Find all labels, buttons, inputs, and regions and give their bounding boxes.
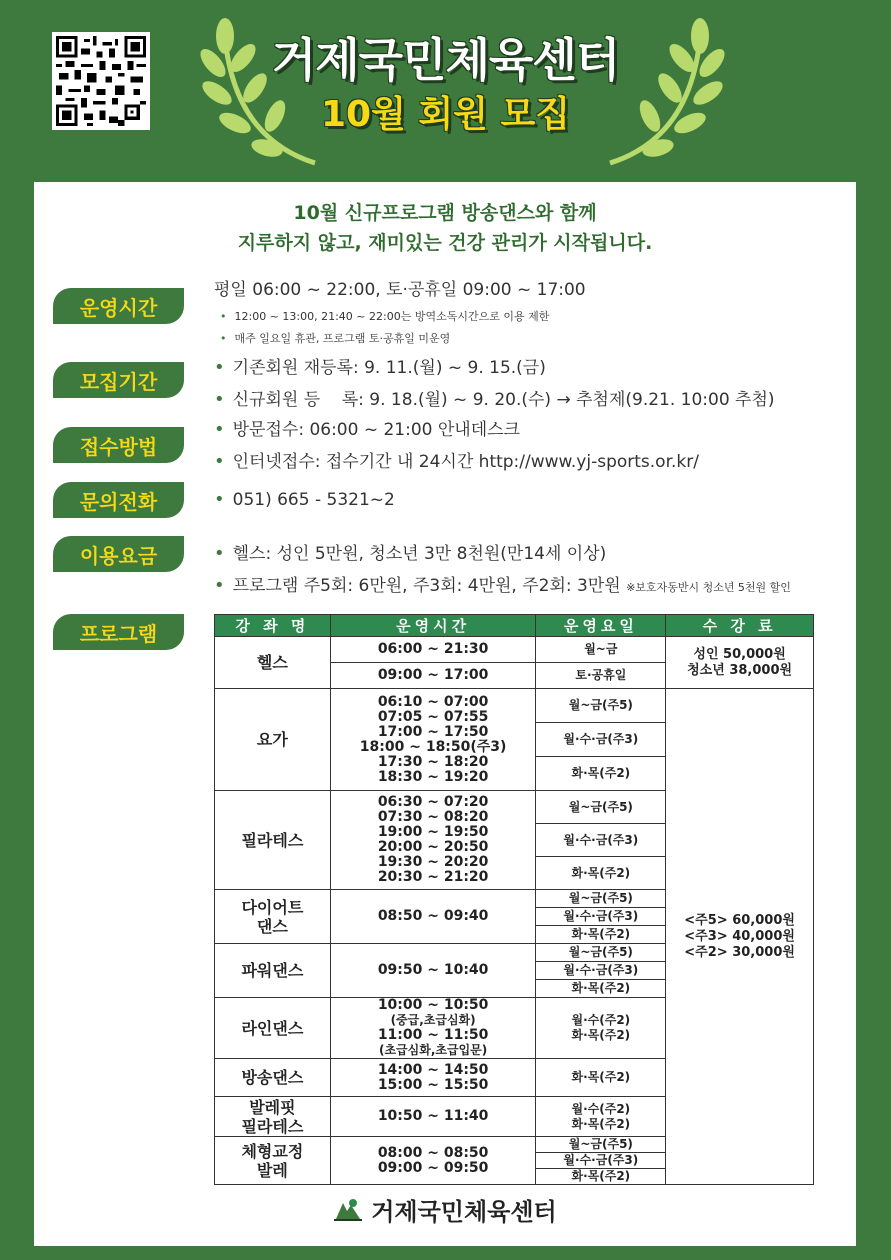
tag-hours: 운영시간 — [53, 288, 184, 324]
fee-program-2: <주2> 30,000원 — [684, 944, 795, 960]
day-cell: 화·목(주2) — [536, 1169, 666, 1185]
course-pilates: 필라테스 — [215, 791, 331, 890]
course-name-line: 필라테스 — [241, 1116, 304, 1136]
fee-discount-note: ※보호자동반시 청소년 5천원 할인 — [626, 581, 791, 594]
course-broadcast-dance: 방송댄스 — [215, 1059, 331, 1097]
time-cell — [330, 791, 536, 890]
hours-note-1: • 12:00 ~ 13:00, 21:40 ~ 22:00는 방역소독시간으로 이용 제한 — [214, 306, 586, 328]
fee-line-2-text: 프로그램 주5회: 6만원, 주3회: 4만원, 주2회: 3만원 — [232, 576, 621, 596]
time-line: 07:30 ~ 08:20 — [377, 809, 489, 825]
intro-text — [34, 198, 856, 258]
day-cell: 화·목(주2) — [536, 857, 666, 890]
recruit-line-2: • 신규회원 등 록: 9. 18.(월) ~ 9. 20.(수) → 추첨제(9.21. 10:00 추첨) — [214, 384, 775, 416]
day-cell: 월~금(주5) — [536, 791, 666, 824]
content-panel — [34, 182, 856, 1246]
course-yoga: 요가 — [215, 689, 331, 791]
day-cell: 월~금(주5) — [536, 1137, 666, 1153]
day-line: 화·목(주2) — [571, 1028, 631, 1042]
time-line: 14:00 ~ 14:50 — [377, 1061, 489, 1078]
table-row — [215, 637, 814, 663]
day-cell: 토·공휴일 — [536, 663, 666, 689]
day-cell: 화·목(주2) — [536, 757, 666, 791]
day-cell: 화·목(주2) — [536, 926, 666, 944]
fee-line-1: • 헬스: 성인 5만원, 청소년 3만 8천원(만14세 이상) — [214, 538, 791, 570]
apply-line-1: • 방문접수: 06:00 ~ 21:00 안내데스크 — [214, 414, 699, 446]
course-gym: 헬스 — [215, 637, 331, 689]
th-course: 강 좌 명 — [215, 615, 331, 637]
time-level: (중급,초급심화) — [390, 1013, 476, 1027]
phone-number[interactable]: • 051) 665 - 5321~2 — [214, 484, 395, 516]
fee-info — [214, 538, 791, 602]
course-diet-dance — [215, 890, 331, 944]
day-cell: 화·목(주2) — [536, 1059, 666, 1097]
course-name-line: 발레 — [256, 1160, 288, 1180]
page-title: 거제국민체육센터 — [271, 33, 620, 87]
time-cell — [330, 1059, 536, 1097]
fee-gym — [666, 637, 814, 689]
course-name-line: 발레핏 — [249, 1097, 296, 1117]
fee-gym-youth: 청소년 38,000원 — [687, 662, 793, 678]
time-cell: 09:00 ~ 17:00 — [330, 663, 536, 689]
course-name-line: 댄스 — [256, 916, 288, 936]
day-cell: 월·수·금(주3) — [536, 962, 666, 980]
time-line: 10:00 ~ 10:50 — [377, 997, 489, 1013]
time-line: 06:30 ~ 07:20 — [377, 794, 489, 810]
time-cell: 06:00 ~ 21:30 — [330, 637, 536, 663]
time-line: 06:10 ~ 07:00 — [377, 693, 489, 710]
day-cell: 월~금(주5) — [536, 890, 666, 908]
time-line: 15:00 ~ 15:50 — [377, 1076, 489, 1093]
program-table — [214, 614, 814, 1185]
time-line: 11:00 ~ 11:50 — [377, 1027, 489, 1043]
apply-line-2[interactable]: • 인터넷접수: 접수기간 내 24시간 http://www.yj-sports.or.kr/ — [214, 446, 699, 478]
recruit-line-1: • 기존회원 재등록: 9. 11.(월) ~ 9. 15.(금) — [214, 352, 775, 384]
time-cell — [330, 689, 536, 791]
hours-main: 평일 06:00 ~ 22:00, 토·공휴일 09:00 ~ 17:00 — [214, 280, 586, 300]
day-cell: 월·수·금(주3) — [536, 824, 666, 857]
day-cell: 화·목(주2) — [536, 980, 666, 998]
day-line: 월·수(주2) — [571, 1013, 631, 1027]
footer-logo-text: 거제국민체육센터 — [371, 1198, 557, 1226]
day-cell: 월~금(주5) — [536, 944, 666, 962]
tag-program: 프로그램 — [53, 614, 184, 650]
time-level: (초급심화,초급입문) — [378, 1043, 488, 1057]
day-cell: 월·수·금(주3) — [536, 908, 666, 926]
center-logo-icon — [333, 1197, 363, 1223]
fee-line-2 — [214, 570, 791, 602]
day-line: 화·목(주2) — [571, 1116, 631, 1131]
day-cell: 월~금 — [536, 637, 666, 663]
th-fee: 수 강 료 — [666, 615, 814, 637]
time-cell: 09:50 ~ 10:40 — [330, 944, 536, 998]
course-name-line: 체형교정 — [241, 1141, 304, 1161]
time-line: 20:00 ~ 20:50 — [377, 839, 489, 855]
day-cell: 월~금(주5) — [536, 689, 666, 723]
tag-apply: 접수방법 — [53, 427, 184, 463]
tag-fee: 이용요금 — [53, 536, 184, 572]
time-line: 17:30 ~ 18:20 — [377, 753, 489, 770]
day-line: 월·수(주2) — [571, 1101, 631, 1116]
time-line: 19:00 ~ 19:50 — [377, 824, 489, 840]
tag-recruit: 모집기간 — [53, 362, 184, 398]
time-cell: 10:50 ~ 11:40 — [330, 1097, 536, 1137]
footer-logo — [34, 1192, 856, 1227]
time-cell: 08:50 ~ 09:40 — [330, 890, 536, 944]
course-power-dance: 파워댄스 — [215, 944, 331, 998]
intro-line-2: 지루하지 않고, 재미있는 건강 관리가 시작됩니다. — [237, 232, 653, 254]
day-cell — [536, 1097, 666, 1137]
course-name-line: 다이어트 — [241, 897, 304, 917]
day-cell: 월·수·금(주3) — [536, 1153, 666, 1169]
fee-program-3: <주3> 40,000원 — [684, 928, 795, 944]
time-line: 17:00 ~ 17:50 — [377, 723, 489, 740]
time-line: 08:00 ~ 08:50 — [377, 1144, 489, 1161]
table-header-row — [215, 615, 814, 637]
time-line: 18:00 ~ 18:50(주3) — [359, 738, 507, 755]
tag-phone: 문의전화 — [53, 482, 184, 518]
fee-gym-adult: 성인 50,000원 — [693, 646, 786, 662]
time-line: 18:30 ~ 19:20 — [377, 768, 489, 785]
time-line: 07:05 ~ 07:55 — [377, 708, 489, 725]
recruit-info — [214, 352, 775, 416]
day-cell: 월·수·금(주3) — [536, 723, 666, 757]
phone-info — [214, 484, 395, 516]
time-line: 19:30 ~ 20:20 — [377, 854, 489, 870]
hours-note-2: • 매주 일요일 휴관, 프로그램 토·공휴일 미운영 — [214, 328, 586, 350]
time-cell — [330, 1137, 536, 1185]
course-balletfit-pilates — [215, 1097, 331, 1137]
th-time: 운영시간 — [330, 615, 536, 637]
time-line: 20:30 ~ 21:20 — [377, 869, 489, 885]
course-body-ballet — [215, 1137, 331, 1185]
day-cell — [536, 998, 666, 1059]
fee-program — [666, 689, 814, 1185]
page-subtitle: 10월 회원 모집 — [320, 94, 571, 135]
th-day: 운영요일 — [536, 615, 666, 637]
intro-line-1: 10월 신규프로그램 방송댄스와 함께 — [293, 202, 597, 224]
hours-info — [214, 274, 586, 350]
course-line-dance: 라인댄스 — [215, 998, 331, 1059]
fee-program-5: <주5> 60,000원 — [684, 912, 795, 928]
table-row — [215, 689, 814, 723]
time-line: 09:00 ~ 09:50 — [377, 1159, 489, 1176]
time-cell — [330, 998, 536, 1059]
apply-info — [214, 414, 699, 478]
